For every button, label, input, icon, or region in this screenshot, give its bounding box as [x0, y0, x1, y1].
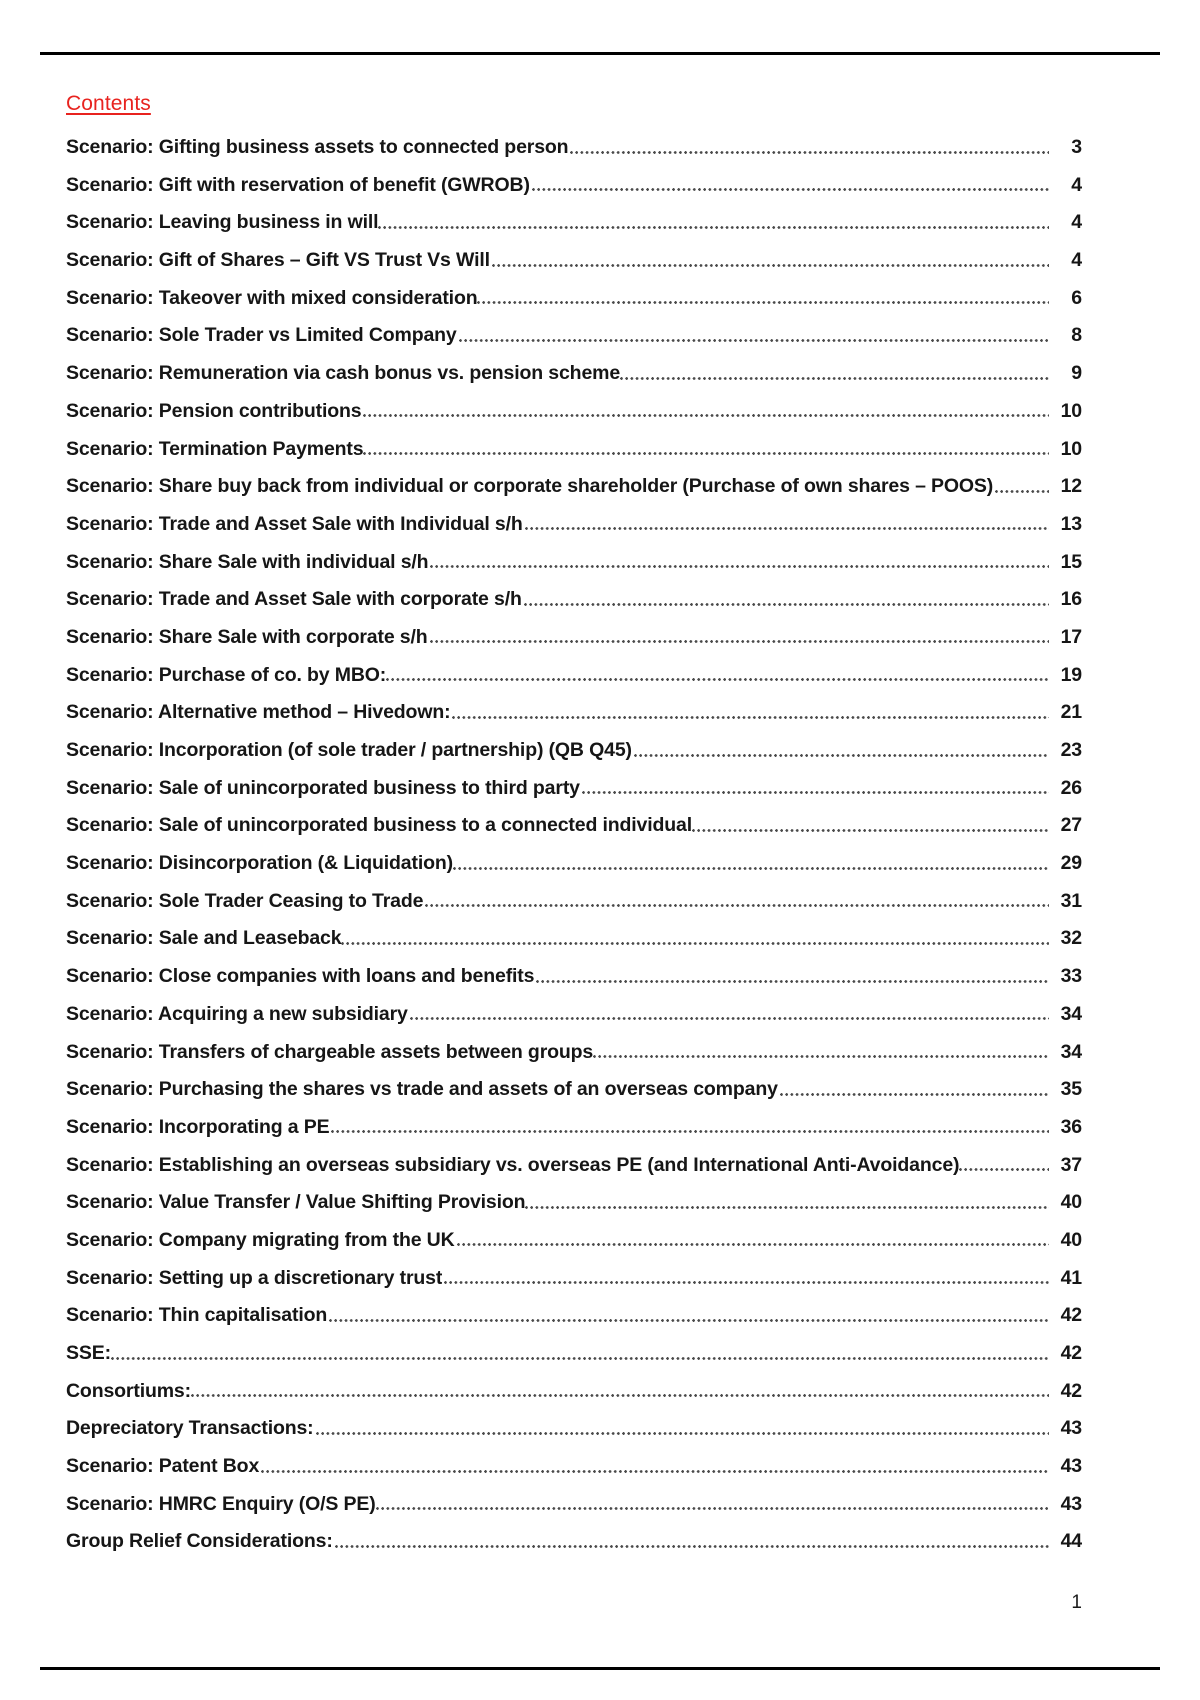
- toc-dot-leader: [570, 151, 1049, 154]
- toc-entry-page-number: 27: [1060, 814, 1082, 837]
- toc-dot-leader: [477, 301, 1049, 304]
- toc-dot-leader: [959, 1168, 1049, 1171]
- toc-dot-leader: [692, 829, 1049, 832]
- toc-entry-page-number: 35: [1060, 1078, 1082, 1101]
- toc-entry[interactable]: [66, 590, 1082, 610]
- toc-entry[interactable]: [66, 286, 1082, 309]
- toc-entry-page-number: 43: [1060, 1455, 1082, 1478]
- toc-entry-title: Scenario: Termination Payments: [66, 439, 364, 459]
- toc-dot-leader: [386, 678, 1049, 681]
- toc-entry-page-number: 8: [1071, 324, 1082, 347]
- toc-entry-title: Group Relief Considerations:: [66, 1532, 333, 1552]
- toc-entry[interactable]: [66, 326, 1082, 346]
- toc-dot-leader: [582, 791, 1049, 794]
- toc-entry[interactable]: [66, 512, 1082, 535]
- toc-dot-leader: [525, 1206, 1049, 1209]
- toc-entry-page-number: 31: [1060, 889, 1082, 912]
- toc-entry[interactable]: [66, 1228, 1082, 1251]
- table-of-contents: [66, 92, 1082, 1570]
- toc-dot-leader: [453, 867, 1049, 870]
- toc-entry-page-number: 9: [1071, 362, 1082, 385]
- toc-entry[interactable]: [66, 854, 1082, 874]
- toc-entry-title: Scenario: Alternative method – Hivedown:: [66, 703, 451, 723]
- toc-entry-title: Scenario: Patent Box: [66, 1457, 260, 1477]
- toc-entry-title: Scenario: Purchasing the shares vs trade and assets of an overseas company: [66, 1080, 778, 1100]
- toc-entry[interactable]: [66, 1266, 1082, 1289]
- toc-entry-title: Scenario: Sale of unincorporated business to third party: [66, 778, 580, 799]
- toc-entry-page-number: 4: [1071, 249, 1082, 272]
- toc-entry-title: Scenario: Transfers of chargeable assets between groups: [66, 1042, 594, 1062]
- toc-entry-title: Scenario: Share Sale with individual s/h: [66, 552, 429, 573]
- toc-entry-title: Scenario: Share Sale with corporate s/h: [66, 627, 428, 648]
- toc-entry-title: Scenario: Share buy back from individual or corporate shareholder (Purchase of own shares – POOS): [66, 477, 994, 497]
- toc-entry[interactable]: [66, 1492, 1082, 1515]
- toc-dot-leader: [363, 414, 1049, 417]
- toc-entry-title: Scenario: Trade and Asset Sale with corporate s/h: [66, 590, 522, 610]
- toc-entry[interactable]: [66, 1344, 1082, 1364]
- toc-entry[interactable]: [66, 1115, 1082, 1138]
- toc-dot-leader: [525, 527, 1049, 530]
- toc-entry[interactable]: [66, 138, 1082, 158]
- toc-entry-title: Scenario: Setting up a discretionary trust: [66, 1268, 443, 1289]
- toc-entry-title: Scenario: Gift with reservation of benefit (GWROB): [66, 175, 530, 196]
- toc-dot-leader: [331, 1130, 1049, 1133]
- toc-entry[interactable]: [66, 1153, 1082, 1176]
- toc-entry-title: Scenario: Close companies with loans and benefits: [66, 967, 535, 987]
- toc-entry[interactable]: [66, 703, 1082, 723]
- toc-entry-page-number: 43: [1060, 1492, 1082, 1515]
- toc-entry[interactable]: [66, 625, 1082, 648]
- toc-entry-page-number: 40: [1060, 1191, 1082, 1214]
- toc-dot-leader: [532, 188, 1049, 191]
- toc-entry[interactable]: [66, 776, 1082, 799]
- toc-entry-page-number: 44: [1060, 1530, 1082, 1553]
- contents-heading: Contents: [66, 92, 151, 115]
- toc-entry-title: Scenario: Disincorporation (& Liquidation): [66, 854, 453, 874]
- toc-entry-title: Scenario: Sole Trader vs Limited Company: [66, 326, 457, 346]
- toc-entry[interactable]: [66, 1040, 1082, 1063]
- footer-rule: [40, 1667, 1160, 1670]
- toc-dot-leader: [341, 942, 1049, 945]
- toc-dot-leader: [378, 226, 1049, 229]
- toc-dot-leader: [780, 1093, 1049, 1096]
- toc-entry-page-number: 43: [1060, 1417, 1082, 1440]
- toc-entry-page-number: 42: [1060, 1379, 1082, 1402]
- toc-dot-leader: [376, 1507, 1049, 1510]
- toc-entry-title: Scenario: Pension contributions: [66, 401, 362, 422]
- toc-entry-page-number: 6: [1071, 286, 1082, 309]
- toc-entry-page-number: 37: [1060, 1153, 1082, 1176]
- toc-entry-page-number: 21: [1060, 701, 1082, 724]
- toc-entry-title: SSE:: [66, 1344, 111, 1364]
- toc-entry-page-number: 36: [1060, 1115, 1082, 1138]
- toc-entry-title: Scenario: Sole Trader Ceasing to Trade: [66, 891, 424, 912]
- toc-entry-page-number: 4: [1071, 211, 1082, 234]
- toc-entry[interactable]: [66, 1532, 1082, 1552]
- toc-dot-leader: [191, 1394, 1049, 1397]
- toc-entry-page-number: 10: [1060, 399, 1082, 422]
- toc-dot-leader: [452, 716, 1049, 719]
- toc-dot-leader: [593, 1055, 1049, 1058]
- toc-entry-page-number: 40: [1060, 1228, 1082, 1251]
- toc-entry[interactable]: [66, 741, 1082, 761]
- toc-entry-page-number: 19: [1060, 663, 1082, 686]
- toc-dot-leader: [335, 1545, 1049, 1548]
- toc-entry[interactable]: [66, 1080, 1082, 1100]
- toc-entry[interactable]: [66, 1002, 1082, 1025]
- toc-entry[interactable]: [66, 251, 1082, 271]
- toc-entry[interactable]: [66, 967, 1082, 987]
- toc-dot-leader: [316, 1432, 1049, 1435]
- toc-entry-title: Scenario: Sale and Leaseback: [66, 929, 342, 949]
- toc-dot-leader: [524, 603, 1049, 606]
- footer-page-number: 1: [1071, 1592, 1082, 1613]
- toc-entry-title: Scenario: Acquiring a new subsidiary: [66, 1004, 408, 1025]
- toc-dot-leader: [995, 490, 1049, 493]
- toc-entry-page-number: 26: [1060, 776, 1082, 799]
- toc-entry-title: Scenario: HMRC Enquiry (O/S PE): [66, 1494, 376, 1515]
- toc-entry-title: Scenario: Gift of Shares – Gift VS Trust Vs Will: [66, 251, 490, 271]
- toc-entry-page-number: 13: [1060, 512, 1082, 535]
- toc-dot-leader: [536, 980, 1049, 983]
- toc-dot-leader: [492, 264, 1049, 267]
- toc-entry-title: Scenario: Purchase of co. by MBO:: [66, 665, 387, 686]
- toc-entry-title: Scenario: Value Transfer / Value Shifting Provision: [66, 1193, 526, 1213]
- toc-entry[interactable]: [66, 1306, 1082, 1326]
- toc-entry[interactable]: [66, 173, 1082, 196]
- toc-entry-title: Scenario: Remuneration via cash bonus vs. pension scheme: [66, 364, 621, 384]
- header-rule: [40, 52, 1160, 55]
- toc-entry[interactable]: [66, 1457, 1082, 1477]
- toc-entry-page-number: 34: [1060, 1040, 1082, 1063]
- toc-entry-title: Scenario: Establishing an overseas subsidiary vs. overseas PE (and International Anti-Avoidance): [66, 1155, 960, 1176]
- toc-dot-leader: [425, 904, 1049, 907]
- toc-dot-leader: [457, 1243, 1049, 1246]
- toc-dot-leader: [430, 565, 1049, 568]
- toc-entry-title: Depreciatory Transactions:: [66, 1419, 314, 1439]
- toc-dot-leader: [261, 1470, 1049, 1473]
- toc-entry-page-number: 34: [1060, 1002, 1082, 1025]
- toc-entry-list: [66, 138, 1082, 1552]
- toc-entry[interactable]: [66, 929, 1082, 949]
- toc-dot-leader: [634, 754, 1049, 757]
- toc-entry-page-number: 17: [1060, 625, 1082, 648]
- toc-entry-page-number: 10: [1060, 437, 1082, 460]
- toc-dot-leader: [111, 1357, 1049, 1360]
- toc-entry-title: Scenario: Trade and Asset Sale with Individual s/h: [66, 514, 523, 535]
- toc-entry-page-number: 42: [1060, 1304, 1082, 1327]
- toc-entry-title: Scenario: Gifting business assets to connected person: [66, 138, 569, 158]
- toc-entry[interactable]: [66, 399, 1082, 422]
- toc-entry[interactable]: [66, 1419, 1082, 1439]
- toc-entry[interactable]: [66, 437, 1082, 460]
- toc-entry[interactable]: [66, 663, 1082, 686]
- toc-entry[interactable]: [66, 1193, 1082, 1213]
- toc-entry[interactable]: [66, 1379, 1082, 1402]
- toc-entry[interactable]: [66, 550, 1082, 573]
- toc-dot-leader: [329, 1319, 1049, 1322]
- toc-entry[interactable]: [66, 816, 1082, 836]
- toc-entry-page-number: 33: [1060, 965, 1082, 988]
- toc-entry-page-number: 15: [1060, 550, 1082, 573]
- toc-dot-leader: [363, 452, 1049, 455]
- toc-entry-title: Scenario: Incorporation (of sole trader / partnership) (QB Q45): [66, 741, 632, 761]
- toc-entry-title: Scenario: Leaving business in will: [66, 213, 379, 233]
- toc-entry[interactable]: [66, 213, 1082, 233]
- toc-entry-title: Scenario: Sale of unincorporated business to a connected individual: [66, 816, 692, 836]
- toc-entry-page-number: 3: [1071, 136, 1082, 158]
- toc-dot-leader: [620, 377, 1049, 380]
- toc-entry-page-number: 23: [1060, 739, 1082, 761]
- toc-entry-page-number: 12: [1060, 475, 1082, 498]
- toc-entry[interactable]: [66, 889, 1082, 912]
- toc-entry-page-number: 4: [1071, 173, 1082, 196]
- toc-entry-title: Scenario: Company migrating from the UK: [66, 1230, 455, 1251]
- toc-entry[interactable]: [66, 477, 1082, 497]
- toc-entry-title: Scenario: Takeover with mixed consideration: [66, 288, 478, 309]
- toc-dot-leader: [459, 339, 1049, 342]
- toc-entry-page-number: 42: [1060, 1342, 1082, 1364]
- toc-entry-page-number: 41: [1060, 1266, 1082, 1289]
- toc-entry-page-number: 32: [1060, 927, 1082, 950]
- toc-entry-page-number: 29: [1060, 852, 1082, 875]
- toc-dot-leader: [444, 1281, 1049, 1284]
- toc-entry-title: Scenario: Thin capitalisation: [66, 1306, 328, 1326]
- toc-dot-leader: [430, 640, 1049, 643]
- toc-dot-leader: [410, 1017, 1049, 1020]
- toc-entry[interactable]: [66, 364, 1082, 384]
- toc-entry-title: Consortiums:: [66, 1381, 191, 1402]
- toc-entry-page-number: 16: [1060, 588, 1082, 611]
- toc-entry-title: Scenario: Incorporating a PE: [66, 1117, 330, 1138]
